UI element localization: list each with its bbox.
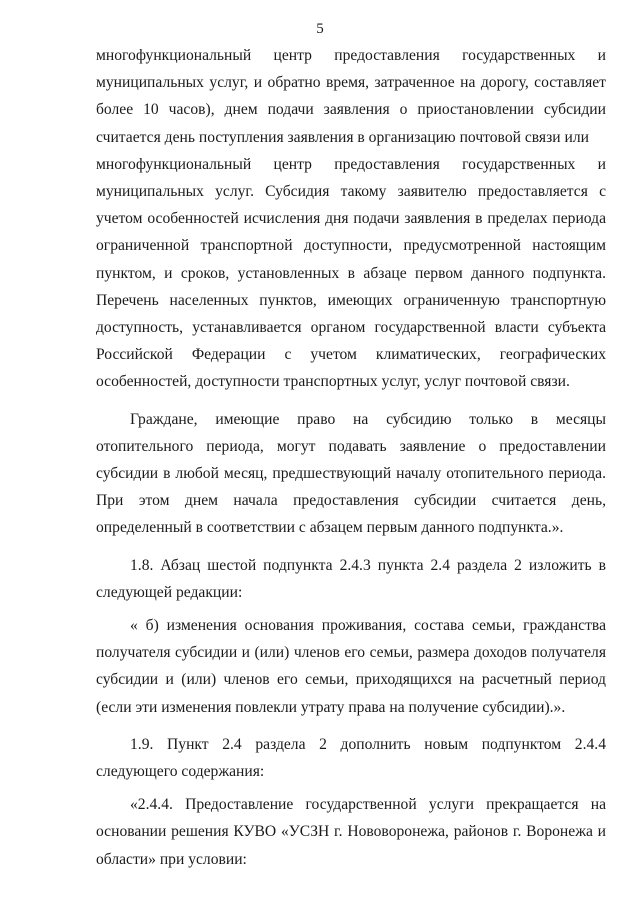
paragraph-text: муниципальных услуг, и обратно время, затраченное на дорогу, составляет более 10 часов), днем подачи заявления о приостановлении субсидии считается день поступления заявления в организацию почтовой связи или <box>96 74 606 146</box>
paragraph-item-1-9: 1.9. Пункт 2.4 раздела 2 дополнить новым подпунктом 2.4.4 следующего содержания: <box>96 735 606 781</box>
paragraph-continuation <box>96 42 606 396</box>
page-number: 5 <box>316 21 324 37</box>
paragraph-quote-2-4-4: «2.4.4. Предоставление государственной услуги прекращается на основании решения КУВО «УСЗН г. Нововоронежа, районов г. Воронежа и области» при условии: <box>96 796 606 868</box>
paragraph-quote-b: « б) изменения основания проживания, состава семьи, гражданства получателя субсидии и (или) членов его семьи, размера доходов получателя субсидии и (или) членов его семьи, приходящихся на расчетный период (если эти изменения повлекли утрату права на получение субсидии).». <box>96 617 606 716</box>
paragraph-item-1-8: 1.8. Абзац шестой подпункта 2.4.3 пункта 2.4 раздела 2 изложить в следующей редакции: <box>96 556 606 601</box>
paragraph-line: многофункциональный центр предоставления государственных и <box>96 155 606 173</box>
document-body <box>96 42 606 873</box>
paragraph-line: многофункциональный центр предоставления государственных и <box>96 47 606 64</box>
paragraph-heating-period: Граждане, имеющие право на субсидию только в месяцы отопительного периода, могут подавать заявление о предоставлении субсидии в любой месяц, предшествующий началу отопительного периода. При этом днем начала предоставления субсидии считается день, определенный в соответствии с абзацем первым данного подпункта.». <box>96 410 606 537</box>
paragraph-text: муниципальных услуг. Субсидия такому заявителю предоставляется с учетом особенностей исчисления дня подачи заявления в пределах периода ограниченной транспортной доступности, предусмотренной настоящим пунктом, и сроков, установленных в абзаце первом данного подпункта. Перечень населенных пунктов, имеющих ограниченную транспортную доступность, устанавливается органом государственной власти субъекта Российской Федерации с учетом климатических, географических особенностей, доступности транспортных услуг, услуг почтовой связи. <box>96 183 606 391</box>
